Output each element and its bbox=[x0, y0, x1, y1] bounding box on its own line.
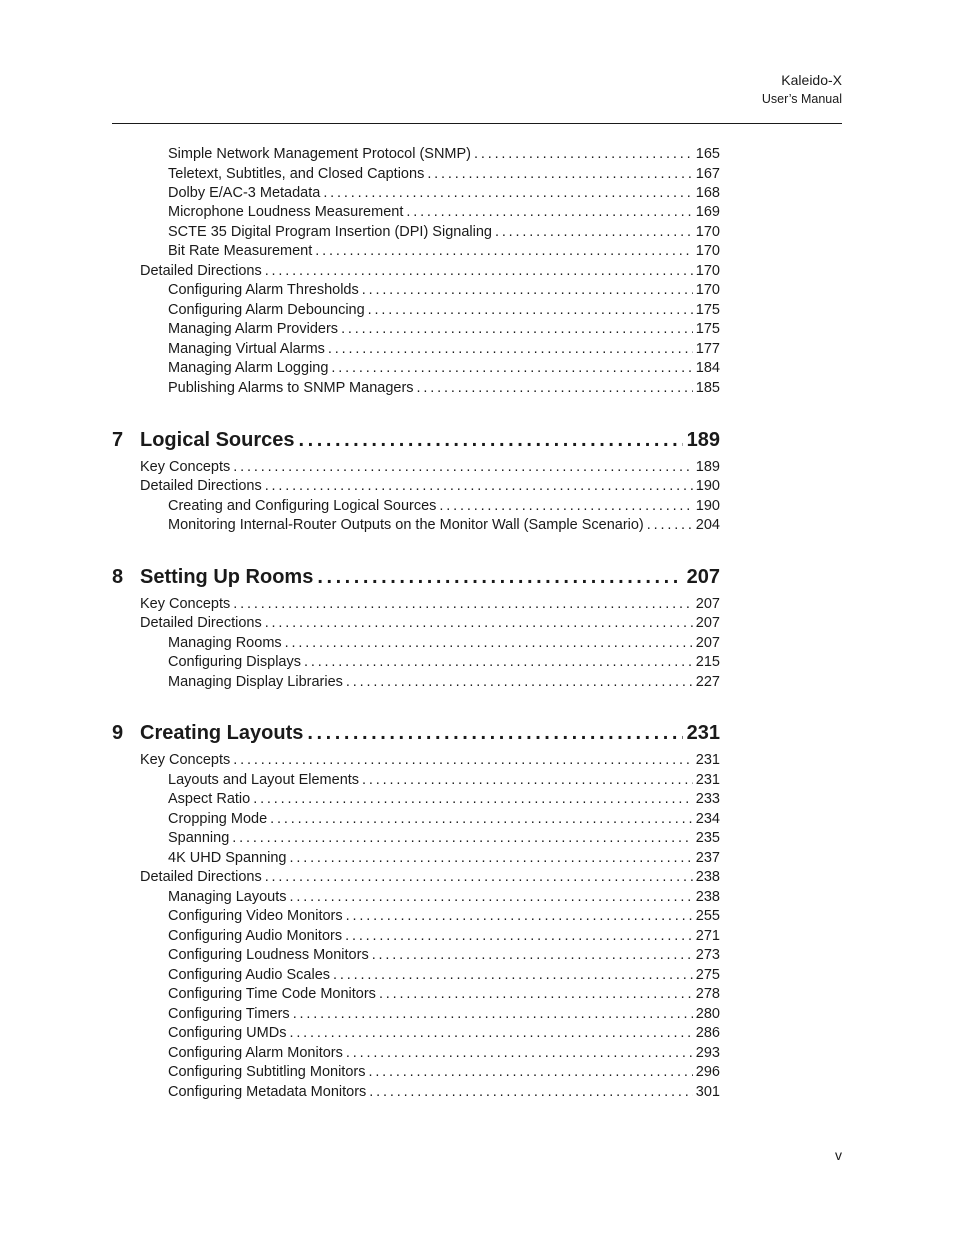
dot-leader bbox=[346, 1044, 693, 1063]
toc-entry-page: 185 bbox=[695, 380, 720, 396]
dot-leader bbox=[341, 320, 693, 339]
toc-entry[interactable] bbox=[168, 1063, 720, 1082]
toc-entry-title: Detailed Directions bbox=[140, 263, 262, 279]
toc-entry[interactable] bbox=[168, 634, 720, 653]
toc-entry-page: 207 bbox=[695, 596, 720, 612]
toc-entry[interactable] bbox=[168, 1024, 720, 1043]
toc-entry-title: Configuring Alarm Monitors bbox=[168, 1045, 343, 1061]
toc-entry[interactable] bbox=[168, 359, 720, 378]
dot-leader bbox=[233, 458, 693, 477]
toc-entry[interactable] bbox=[168, 790, 720, 809]
toc-entry[interactable] bbox=[168, 1005, 720, 1024]
toc-entry-title: Managing Display Libraries bbox=[168, 674, 343, 690]
toc-entry[interactable] bbox=[168, 966, 720, 985]
dot-leader bbox=[406, 203, 692, 222]
dot-leader bbox=[285, 634, 693, 653]
toc-entry-title: Configuring Video Monitors bbox=[168, 908, 343, 924]
toc-entry-page: 189 bbox=[695, 459, 720, 475]
toc-entry-page: 231 bbox=[695, 772, 720, 788]
toc-entry-page: 273 bbox=[695, 947, 720, 963]
toc-entry[interactable] bbox=[140, 477, 720, 496]
toc-entry[interactable] bbox=[140, 262, 720, 281]
chapter-title: Setting Up Rooms bbox=[140, 566, 314, 588]
toc-entry[interactable] bbox=[168, 946, 720, 965]
dot-leader bbox=[253, 790, 693, 809]
toc-entry[interactable] bbox=[168, 516, 720, 535]
toc-entry[interactable] bbox=[168, 320, 720, 339]
dot-leader bbox=[368, 301, 693, 320]
toc-entry-page: 237 bbox=[695, 850, 720, 866]
dot-leader bbox=[233, 751, 693, 770]
toc-entry-title: Configuring Loudness Monitors bbox=[168, 947, 369, 963]
toc-entry-page: 280 bbox=[695, 1006, 720, 1022]
toc-entry-title: Configuring Time Code Monitors bbox=[168, 986, 376, 1002]
dot-leader bbox=[265, 614, 693, 633]
dot-leader bbox=[647, 516, 693, 535]
toc-entry-title: Key Concepts bbox=[140, 596, 231, 612]
dot-leader bbox=[323, 184, 692, 203]
toc-entry-page: 168 bbox=[695, 185, 720, 201]
toc-entry-page: 170 bbox=[695, 243, 720, 259]
dot-leader bbox=[290, 888, 693, 907]
toc-entry-title: Managing Rooms bbox=[168, 635, 282, 651]
dot-leader bbox=[265, 477, 693, 496]
toc-entry-page: 190 bbox=[695, 498, 720, 514]
toc-entry[interactable] bbox=[140, 614, 720, 633]
toc-entry-page: 235 bbox=[695, 830, 720, 846]
toc-chapter-heading[interactable] bbox=[112, 720, 720, 746]
toc-entry-page: 169 bbox=[695, 204, 720, 220]
toc-entry[interactable] bbox=[168, 223, 720, 242]
dot-leader bbox=[232, 829, 693, 848]
toc-entry-title: Monitoring Internal-Router Outputs on the Monitor Wall (Sample Scenario) bbox=[168, 517, 644, 533]
page-number: v bbox=[835, 1147, 842, 1163]
dot-leader bbox=[304, 653, 693, 672]
dot-leader bbox=[265, 262, 693, 281]
dot-leader bbox=[289, 1024, 692, 1043]
toc-entry-title: Creating and Configuring Logical Sources bbox=[168, 498, 437, 514]
toc-entry-page: 234 bbox=[695, 811, 720, 827]
dot-leader bbox=[474, 145, 693, 164]
toc-entry[interactable] bbox=[140, 595, 720, 614]
chapter-page: 207 bbox=[686, 566, 720, 588]
toc-entry[interactable] bbox=[168, 985, 720, 1004]
toc-entry-title: SCTE 35 Digital Program Insertion (DPI) Signaling bbox=[168, 224, 492, 240]
toc-entry-title: Managing Layouts bbox=[168, 889, 287, 905]
toc-entry[interactable] bbox=[168, 1083, 720, 1102]
toc-entry[interactable] bbox=[168, 281, 720, 300]
toc-entry[interactable] bbox=[168, 242, 720, 261]
toc-entry-page: 296 bbox=[695, 1064, 720, 1080]
toc-entry-title: Aspect Ratio bbox=[168, 791, 251, 807]
toc-entry[interactable] bbox=[168, 1044, 720, 1063]
toc-entry-page: 231 bbox=[695, 752, 720, 768]
toc-entry-page: 204 bbox=[695, 517, 720, 533]
toc-entry-title: Teletext, Subtitles, and Closed Captions bbox=[168, 166, 425, 182]
toc-entry-page: 165 bbox=[695, 146, 720, 162]
dot-leader bbox=[233, 595, 693, 614]
toc-entry-title: Configuring Timers bbox=[168, 1006, 290, 1022]
toc-entry-page: 170 bbox=[695, 263, 720, 279]
toc-entry-page: 238 bbox=[695, 889, 720, 905]
toc-entry-page: 233 bbox=[695, 791, 720, 807]
toc-entry-page: 255 bbox=[695, 908, 720, 924]
toc-entry-page: 278 bbox=[695, 986, 720, 1002]
toc-entry-title: Detailed Directions bbox=[140, 478, 262, 494]
toc-entry-title: Configuring Audio Monitors bbox=[168, 928, 343, 944]
toc-entry-page: 238 bbox=[695, 869, 720, 885]
chapter-number: 7 bbox=[112, 429, 124, 451]
toc-entry-page: 215 bbox=[695, 654, 720, 670]
chapter-page: 189 bbox=[686, 429, 720, 451]
toc-entry-title: Key Concepts bbox=[140, 752, 231, 768]
dot-leader bbox=[362, 281, 693, 300]
toc-entry-page: 177 bbox=[695, 341, 720, 357]
toc-entry[interactable] bbox=[168, 927, 720, 946]
toc-entry[interactable] bbox=[168, 379, 720, 398]
dot-leader bbox=[315, 242, 693, 261]
dot-leader bbox=[417, 379, 693, 398]
toc-entry[interactable] bbox=[168, 184, 720, 203]
toc-entry-title: Configuring Audio Scales bbox=[168, 967, 331, 983]
toc-entry[interactable] bbox=[168, 888, 720, 907]
chapter-page: 231 bbox=[686, 722, 720, 744]
toc-entry-title: Publishing Alarms to SNMP Managers bbox=[168, 380, 414, 396]
toc-entry-page: 275 bbox=[695, 967, 720, 983]
toc-chapter-heading[interactable] bbox=[112, 564, 720, 590]
dot-leader bbox=[328, 340, 693, 359]
chapter-number: 8 bbox=[112, 566, 124, 588]
chapter-title: Logical Sources bbox=[140, 429, 295, 451]
dot-leader bbox=[368, 1063, 692, 1082]
toc-entry[interactable] bbox=[168, 497, 720, 516]
toc-entry-title: Dolby E/AC-3 Metadata bbox=[168, 185, 321, 201]
toc-entry-title: Configuring Alarm Debouncing bbox=[168, 302, 365, 318]
toc-entry-title: Configuring Alarm Thresholds bbox=[168, 282, 359, 298]
toc-entry-title: Managing Alarm Providers bbox=[168, 321, 339, 337]
toc-entry-title: Managing Alarm Logging bbox=[168, 360, 329, 376]
toc-entry[interactable] bbox=[140, 868, 720, 887]
dot-leader bbox=[372, 946, 693, 965]
header-product-name: Kaleido-X bbox=[781, 72, 842, 88]
toc-entry[interactable] bbox=[140, 751, 720, 770]
dot-leader bbox=[345, 927, 693, 946]
toc-entry[interactable] bbox=[140, 458, 720, 477]
toc-entry-title: Configuring Displays bbox=[168, 654, 301, 670]
toc-entry-title: Detailed Directions bbox=[140, 869, 262, 885]
toc-entry[interactable] bbox=[168, 907, 720, 926]
dot-leader bbox=[293, 1005, 693, 1024]
toc-entry-page: 293 bbox=[695, 1045, 720, 1061]
dot-leader bbox=[317, 564, 682, 590]
toc-entry-page: 301 bbox=[695, 1084, 720, 1100]
header-rule bbox=[112, 123, 842, 124]
toc-entry-title: Microphone Loudness Measurement bbox=[168, 204, 404, 220]
toc-entry-page: 184 bbox=[695, 360, 720, 376]
header-manual-name: User’s Manual bbox=[761, 92, 842, 106]
toc-entry-title: Key Concepts bbox=[140, 459, 231, 475]
toc-entry[interactable] bbox=[168, 849, 720, 868]
toc-entry-title: Cropping Mode bbox=[168, 811, 268, 827]
toc-entry-title: Managing Virtual Alarms bbox=[168, 341, 325, 357]
toc-entry-page: 227 bbox=[695, 674, 720, 690]
dot-leader bbox=[299, 427, 683, 453]
dot-leader bbox=[369, 1083, 693, 1102]
toc-entry[interactable] bbox=[168, 771, 720, 790]
dot-leader bbox=[362, 771, 693, 790]
toc-entry[interactable] bbox=[168, 145, 720, 164]
dot-leader bbox=[495, 223, 693, 242]
dot-leader bbox=[333, 966, 693, 985]
toc-entry-page: 170 bbox=[695, 282, 720, 298]
toc-entry-title: Spanning bbox=[168, 830, 230, 846]
toc-entry-title: Configuring Subtitling Monitors bbox=[168, 1064, 366, 1080]
toc-entry[interactable] bbox=[168, 673, 720, 692]
toc-entry-page: 175 bbox=[695, 321, 720, 337]
chapter-number: 9 bbox=[112, 722, 124, 744]
toc-entry-page: 207 bbox=[695, 635, 720, 651]
toc-entry-title: Configuring UMDs bbox=[168, 1025, 287, 1041]
toc-entry-page: 271 bbox=[695, 928, 720, 944]
dot-leader bbox=[290, 849, 693, 868]
dot-leader bbox=[331, 359, 692, 378]
toc-entry-page: 170 bbox=[695, 224, 720, 240]
dot-leader bbox=[265, 868, 693, 887]
toc-entry[interactable] bbox=[168, 203, 720, 222]
running-header bbox=[762, 70, 842, 108]
toc-entry-title: Detailed Directions bbox=[140, 615, 262, 631]
toc-entry-page: 190 bbox=[695, 478, 720, 494]
toc-entry[interactable] bbox=[168, 165, 720, 184]
toc-entry[interactable] bbox=[168, 653, 720, 672]
toc-entry-page: 286 bbox=[695, 1025, 720, 1041]
toc-entry-title: 4K UHD Spanning bbox=[168, 850, 287, 866]
dot-leader bbox=[307, 720, 682, 746]
chapter-title: Creating Layouts bbox=[140, 722, 304, 744]
toc-entry-title: Layouts and Layout Elements bbox=[168, 772, 360, 788]
dot-leader bbox=[270, 810, 693, 829]
dot-leader bbox=[427, 165, 692, 184]
toc-chapter-heading[interactable] bbox=[112, 427, 720, 453]
dot-leader bbox=[346, 673, 693, 692]
toc-entry-page: 167 bbox=[695, 166, 720, 182]
dot-leader bbox=[439, 497, 692, 516]
toc-entry[interactable] bbox=[168, 810, 720, 829]
toc-entry-title: Configuring Metadata Monitors bbox=[168, 1084, 367, 1100]
toc-entry[interactable] bbox=[168, 340, 720, 359]
toc-entry[interactable] bbox=[168, 301, 720, 320]
toc-entry-title: Bit Rate Measurement bbox=[168, 243, 313, 259]
toc-entry-page: 207 bbox=[695, 615, 720, 631]
toc-entry-title: Simple Network Management Protocol (SNMP) bbox=[168, 146, 471, 162]
toc-entry-page: 175 bbox=[695, 302, 720, 318]
dot-leader bbox=[346, 907, 693, 926]
dot-leader bbox=[379, 985, 693, 1004]
toc-entry[interactable] bbox=[168, 829, 720, 848]
